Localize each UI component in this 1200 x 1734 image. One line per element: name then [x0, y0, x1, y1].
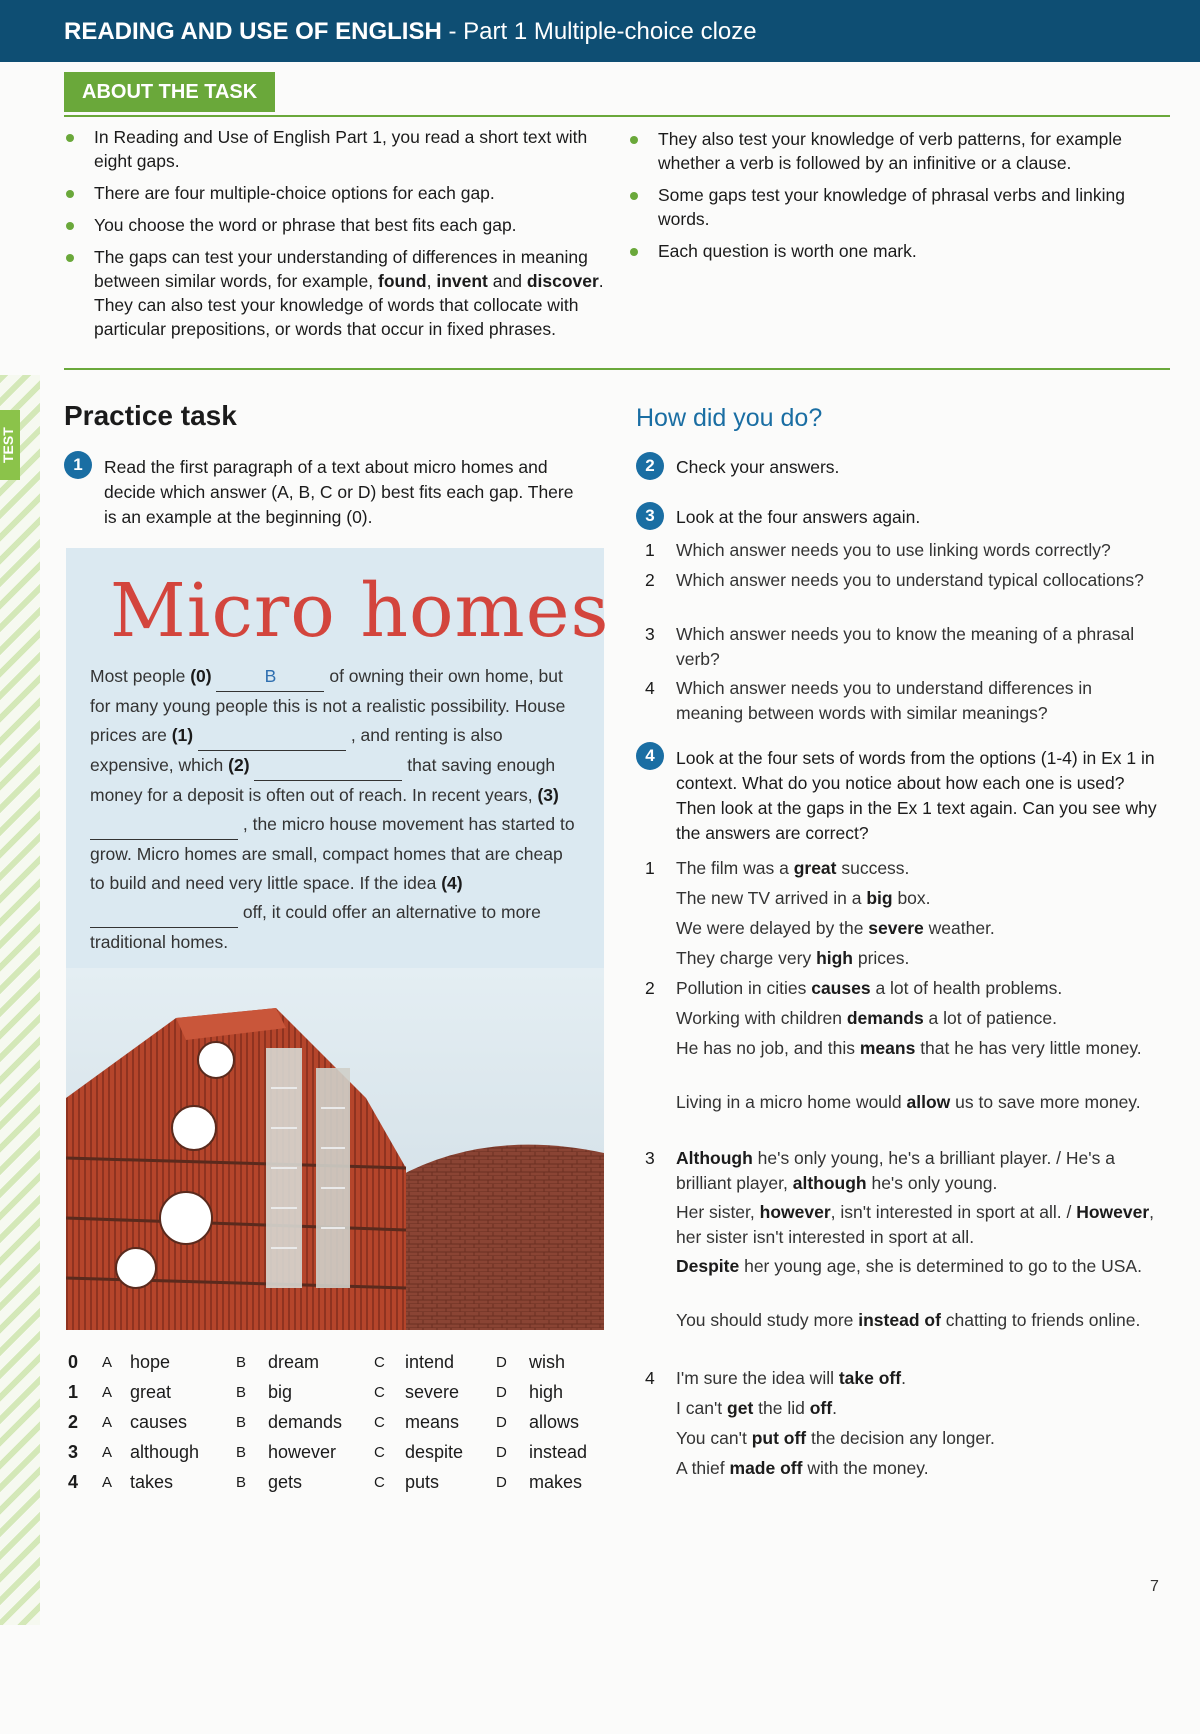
practice-task-title: Practice task	[64, 400, 237, 431]
step-3-text: Look at the four answers again.	[676, 507, 921, 527]
gap-label: (3)	[537, 785, 559, 805]
example-sentence: He has no job, and this means that he has very little money.	[676, 1038, 1142, 1058]
page-header	[0, 0, 1200, 62]
option-d[interactable]: high	[529, 1382, 564, 1402]
question-text: Which answer needs you to understand differences in meaning between words with similar meanings?	[676, 678, 1093, 723]
example-group-number: 2	[645, 978, 655, 998]
option-a[interactable]: takes	[130, 1472, 174, 1492]
option-c[interactable]: means	[405, 1412, 460, 1432]
example-sentence: You should study more instead of chatting to friends online.	[676, 1310, 1141, 1330]
review-title: How did you do?	[636, 404, 823, 432]
about-bullet: Some gaps test your knowledge of phrasal verbs and linking words.	[628, 183, 1148, 231]
about-bullet: The gaps can test your understanding of differences in meaning between similar words, for example, found, invent and discover. They can also test your knowledge of words that collocate with particular prepositions, or words that occur in fixed phrases.	[64, 245, 609, 341]
step-number-badge: 3	[636, 502, 664, 530]
option-b[interactable]: dream	[268, 1352, 320, 1372]
example-sentence: I can't get the lid off.	[676, 1398, 837, 1418]
step-number-badge: 4	[636, 742, 664, 770]
option-c[interactable]: intend	[405, 1352, 455, 1372]
example-sentence: The new TV arrived in a big box.	[676, 888, 931, 908]
gap-label: (0)	[190, 666, 212, 686]
option-a[interactable]: hope	[130, 1352, 171, 1372]
option-a[interactable]: great	[130, 1382, 172, 1402]
article-text: Most people (0) B of owning their own home, but for many young people this is not a realistic possibility. House prices are (1) , and renting is also expensive, which (2) that saving enough money for a deposit is often out of reach. In recent years, (3) , the micro house movement has started to grow. Micro homes are small, compact homes that are cheap to build and need very little space. If the idea (4) off, it could offer an alternative to more traditional homes.	[90, 662, 580, 957]
side-stripe-decoration	[0, 375, 40, 1625]
example-sentence: The film was a great success.	[676, 858, 910, 878]
options-row: 0 A hope B dream C intend D wish	[68, 1352, 566, 1372]
gap-0: B	[216, 662, 324, 692]
step-2-text: Check your answers.	[676, 457, 840, 477]
example-sentence: A thief made off with the money.	[676, 1458, 929, 1478]
question-number: 2	[645, 570, 655, 590]
option-c[interactable]: severe	[405, 1382, 460, 1402]
question-number: 1	[645, 540, 655, 560]
options-row: 2 A causes B demands C means D allows	[68, 1412, 580, 1432]
option-d[interactable]: allows	[529, 1412, 580, 1432]
gap-3[interactable]	[90, 810, 238, 840]
gap-2[interactable]	[254, 751, 402, 781]
option-b[interactable]: demands	[268, 1412, 343, 1432]
question-text: Which answer needs you to use linking words correctly?	[676, 540, 1111, 560]
option-d[interactable]: wish	[529, 1352, 566, 1372]
example-group-number: 1	[645, 858, 655, 878]
about-list-right	[628, 127, 1148, 271]
divider	[64, 115, 1170, 117]
section-title: READING AND USE OF ENGLISH - Part 1 Multiple-choice cloze	[64, 18, 757, 45]
gap-label: (1)	[171, 725, 194, 745]
gap-4[interactable]	[90, 898, 238, 928]
gap-label: (4)	[441, 873, 463, 893]
option-b[interactable]: however	[268, 1442, 337, 1462]
example-sentence: I'm sure the idea will take off.	[676, 1368, 906, 1388]
practice-instruction: Read the first paragraph of a text about micro homes and decide which answer (A, B, C or D) best fits each gap. There is an example at the beginning (0).	[104, 457, 574, 527]
option-d[interactable]: makes	[529, 1472, 583, 1492]
example-sentence: We were delayed by the severe weather.	[676, 918, 995, 938]
step-4-text: Look at the four sets of words from the options (1-4) in Ex 1 in context. What do you notice about how each one is used? Then look at the gaps in the Ex 1 text again. Can you see why the answers are correct?	[676, 748, 1157, 843]
article-title: Micro homes	[110, 568, 610, 654]
example-sentence: Working with children demands a lot of patience.	[676, 1008, 1057, 1028]
option-a[interactable]: although	[130, 1442, 200, 1462]
about-bullet: They also test your knowledge of verb patterns, for example whether a verb is followed by an infinitive or a clause.	[628, 127, 1148, 175]
options-row: 3 A although B however C despite D instead	[68, 1442, 588, 1462]
options-row: 1 A great B big C severe D high	[68, 1382, 564, 1402]
step-number-badge: 1	[64, 451, 92, 479]
example-group-number: 3	[645, 1148, 655, 1168]
options-row: 4 A takes B gets C puts D makes	[68, 1472, 583, 1492]
side-tab-label: TEST	[0, 410, 20, 480]
option-d[interactable]: instead	[529, 1442, 588, 1462]
divider	[64, 368, 1170, 370]
about-bullet: In Reading and Use of English Part 1, you read a short text with eight gaps.	[64, 125, 609, 173]
question-text: Which answer needs you to understand typical collocations?	[676, 570, 1144, 590]
question-text: Which answer needs you to know the meaning of a phrasal verb?	[676, 624, 1135, 669]
example-sentence: Although he's only young, he's a brilliant player. / He's a brilliant player, although he's only young.	[676, 1148, 1115, 1193]
gap-1[interactable]	[198, 721, 346, 751]
question-number: 4	[645, 678, 655, 698]
example-sentence: Her sister, however, isn't interested in sport at all. / However, her sister isn't interested in sport at all.	[676, 1202, 1155, 1247]
about-bullet: Each question is worth one mark.	[628, 239, 1148, 263]
article-panel	[66, 548, 610, 1330]
about-bullet: There are four multiple-choice options for each gap.	[64, 181, 609, 205]
micro-homes-photo	[66, 968, 604, 1330]
option-b[interactable]: gets	[268, 1472, 303, 1492]
option-b[interactable]: big	[268, 1382, 293, 1402]
example-sentence: Pollution in cities causes a lot of health problems.	[676, 978, 1063, 998]
option-c[interactable]: puts	[405, 1472, 440, 1492]
example-sentence: You can't put off the decision any longer.	[676, 1428, 995, 1448]
question-number: 3	[645, 624, 655, 644]
example-group-number: 4	[645, 1368, 655, 1388]
page-number: 7	[1150, 1578, 1159, 1595]
step-number-badge: 2	[636, 452, 664, 480]
gap-label: (2)	[228, 755, 250, 775]
option-a[interactable]: causes	[130, 1412, 188, 1432]
example-sentence: Despite her young age, she is determined to go to the USA.	[676, 1256, 1142, 1276]
answer-options-table	[64, 1352, 604, 1502]
example-sentence: Living in a micro home would allow us to save more money.	[676, 1092, 1141, 1112]
about-bullet: You choose the word or phrase that best fits each gap.	[64, 213, 609, 237]
about-list-left	[64, 125, 609, 349]
about-task-tab: ABOUT THE TASK	[64, 72, 275, 112]
example-sentence: They charge very high prices.	[676, 948, 910, 968]
option-c[interactable]: despite	[405, 1442, 464, 1462]
